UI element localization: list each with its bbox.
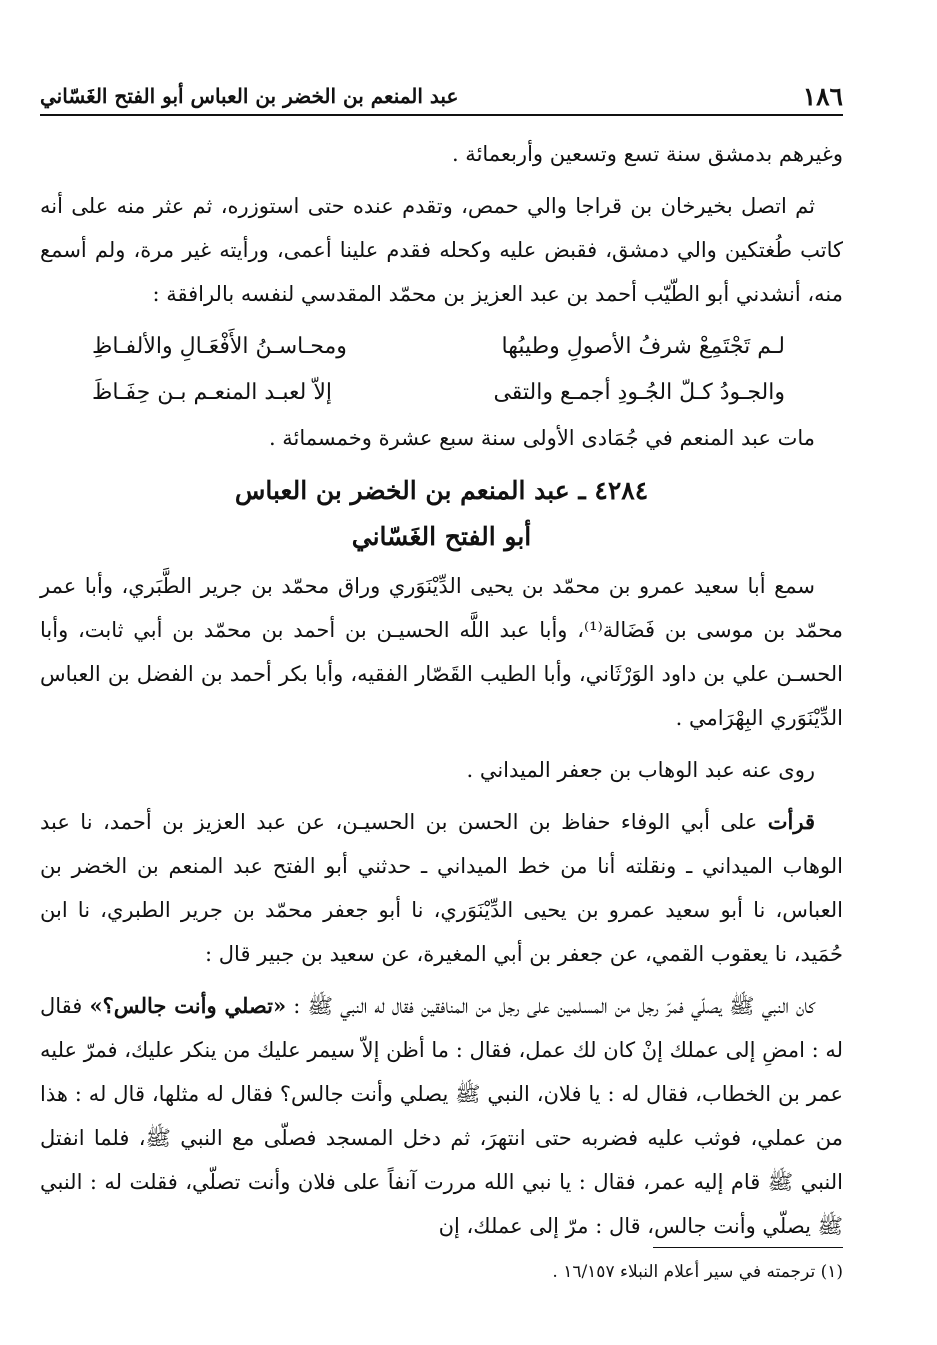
verse-line — [40, 324, 843, 370]
lead-word: قرأت — [767, 809, 815, 834]
page-header — [40, 80, 843, 116]
verse-hemistich-second: إلاّ لعبـد المنعـم بـن حِفَـاظَ — [92, 380, 332, 405]
page-number: ١٨٦ — [802, 82, 843, 111]
verse-hemistich-first: لـم تَجْتَمِعْ شرفُ الأصولِ وطيبُها — [501, 334, 785, 359]
entry-title-line2: أبو الفتح الغَسّاني — [351, 522, 532, 551]
paragraph: وغيرهم بدمشق سنة تسع وتسعين وأربعمائة . — [451, 142, 843, 166]
verse-line — [40, 370, 843, 416]
hadith-paragraph — [40, 984, 843, 1248]
hadith-quote: «تصلي وأنت جالس؟» — [89, 993, 287, 1018]
isnad-paragraph — [40, 800, 843, 976]
main-text — [40, 132, 843, 1256]
entry-title-line1: ٤٢٨٤ ـ عبد المنعم بن الخضر بن العباس — [234, 476, 649, 505]
paragraph: ثم اتصل بخيرخان بن قراجا والي حمص، وتقدم عنده حتى استوزره، ثم عثر منه على أنه كاتب طُغتكين والي دمشق، فقبض عليه وكحله فقدم علينا أعمى، ورأيته غير مرة، ولم أسمع منه، أنشدني أبو الطّيّب أحمد بن عبد العزيز بن محمّد المقدسي لنفسه بالرافقة : — [40, 194, 843, 306]
running-title: عبد المنعم بن الخضر بن العباس أبو الفتح الغَسّاني — [40, 84, 459, 108]
paragraph: سمع أبا سعيد عمرو بن محمّد بن يحيى الدِّيْنَوَري وراق محمّد بن جرير الطَّبَري، وأبا عمر محمّد بن موسى بن فَضَالة⁽¹⁾، وأبا عبد اللَّه الحسيـن بن أحمد بن محمّد بن أبي ثابت، وأبا الحسـن علي بن داود الوَرْثَاني، وأبا الطيب القَصّار الفقيه، وأبا بكر أحمد بن الفضل بن العباس الدِّيْنَوَري البِهْرَامي . — [40, 574, 843, 730]
footnote: (١) ترجمته في سير أعلام النبلاء ١٦/١٥٧ . — [552, 1262, 843, 1282]
hadith-text: فقال له : امضِ إلى عملك إنْ كان لك عمل، فقال : ما أظن إلاّ سيمر عليك من ينكر عليك، فمرّ عليه عمر بن الخطاب، فقال له : يا فلان، النبي ﷺ يصلي وأنت جالس؟ فقال له مثلها، قال له : هذا من عملي، فوثب عليه فضربه حتى انتهرَ، ثم دخل المسجد فصلّى مع النبي ﷺ، فلما انفتل النبي ﷺ قام إليه عمر، فقال : يا نبي الله مررت آنفاً على فلان وأنت تصلّي، فقلت له : النبي ﷺ يصلّي وأنت جالس، قال : مرّ إلى عملك، إن — [40, 994, 843, 1238]
footnote-divider — [653, 1247, 843, 1248]
verse-hemistich-first: والجـودُ كـلّ الجُـودِ أجمـع والتقى — [493, 380, 785, 405]
verse-hemistich-second: ومحـاسـنُ الأَفْعَـالِ والألفـاظِ — [92, 334, 347, 359]
hadith-text: كان النبي ﷺ يصلّي فمرّ رجل من المسلمين على رجل من المنافقين فقال له النبي ﷺ : — [286, 994, 815, 1018]
entry-title — [40, 468, 843, 560]
isnad-text: على أبي الوفاء حفاظ بن الحسن بن الحسيـن، عن عبد العزيز بن أحمد، نا عبد الوهاب الميداني ـ ونقلته أنا من خط الميداني ـ حدثني أبو الفتح عبد المنعم بن الخضر بن العباس، نا أبو سعيد عمرو بن يحيى الدِّيْنَوَري، نا أبو جعفر محمّد بن جرير الطبري، نا ابن حُمَيد، نا يعقوب القمي، عن جعفر بن أبي المغيرة، عن سعيد بن جبير قال : — [40, 810, 843, 966]
paragraph: روى عنه عبد الوهاب بن جعفر الميداني . — [466, 758, 815, 782]
paragraph: مات عبد المنعم في جُمَادى الأولى سنة سبع عشرة وخمسمائة . — [268, 426, 815, 450]
